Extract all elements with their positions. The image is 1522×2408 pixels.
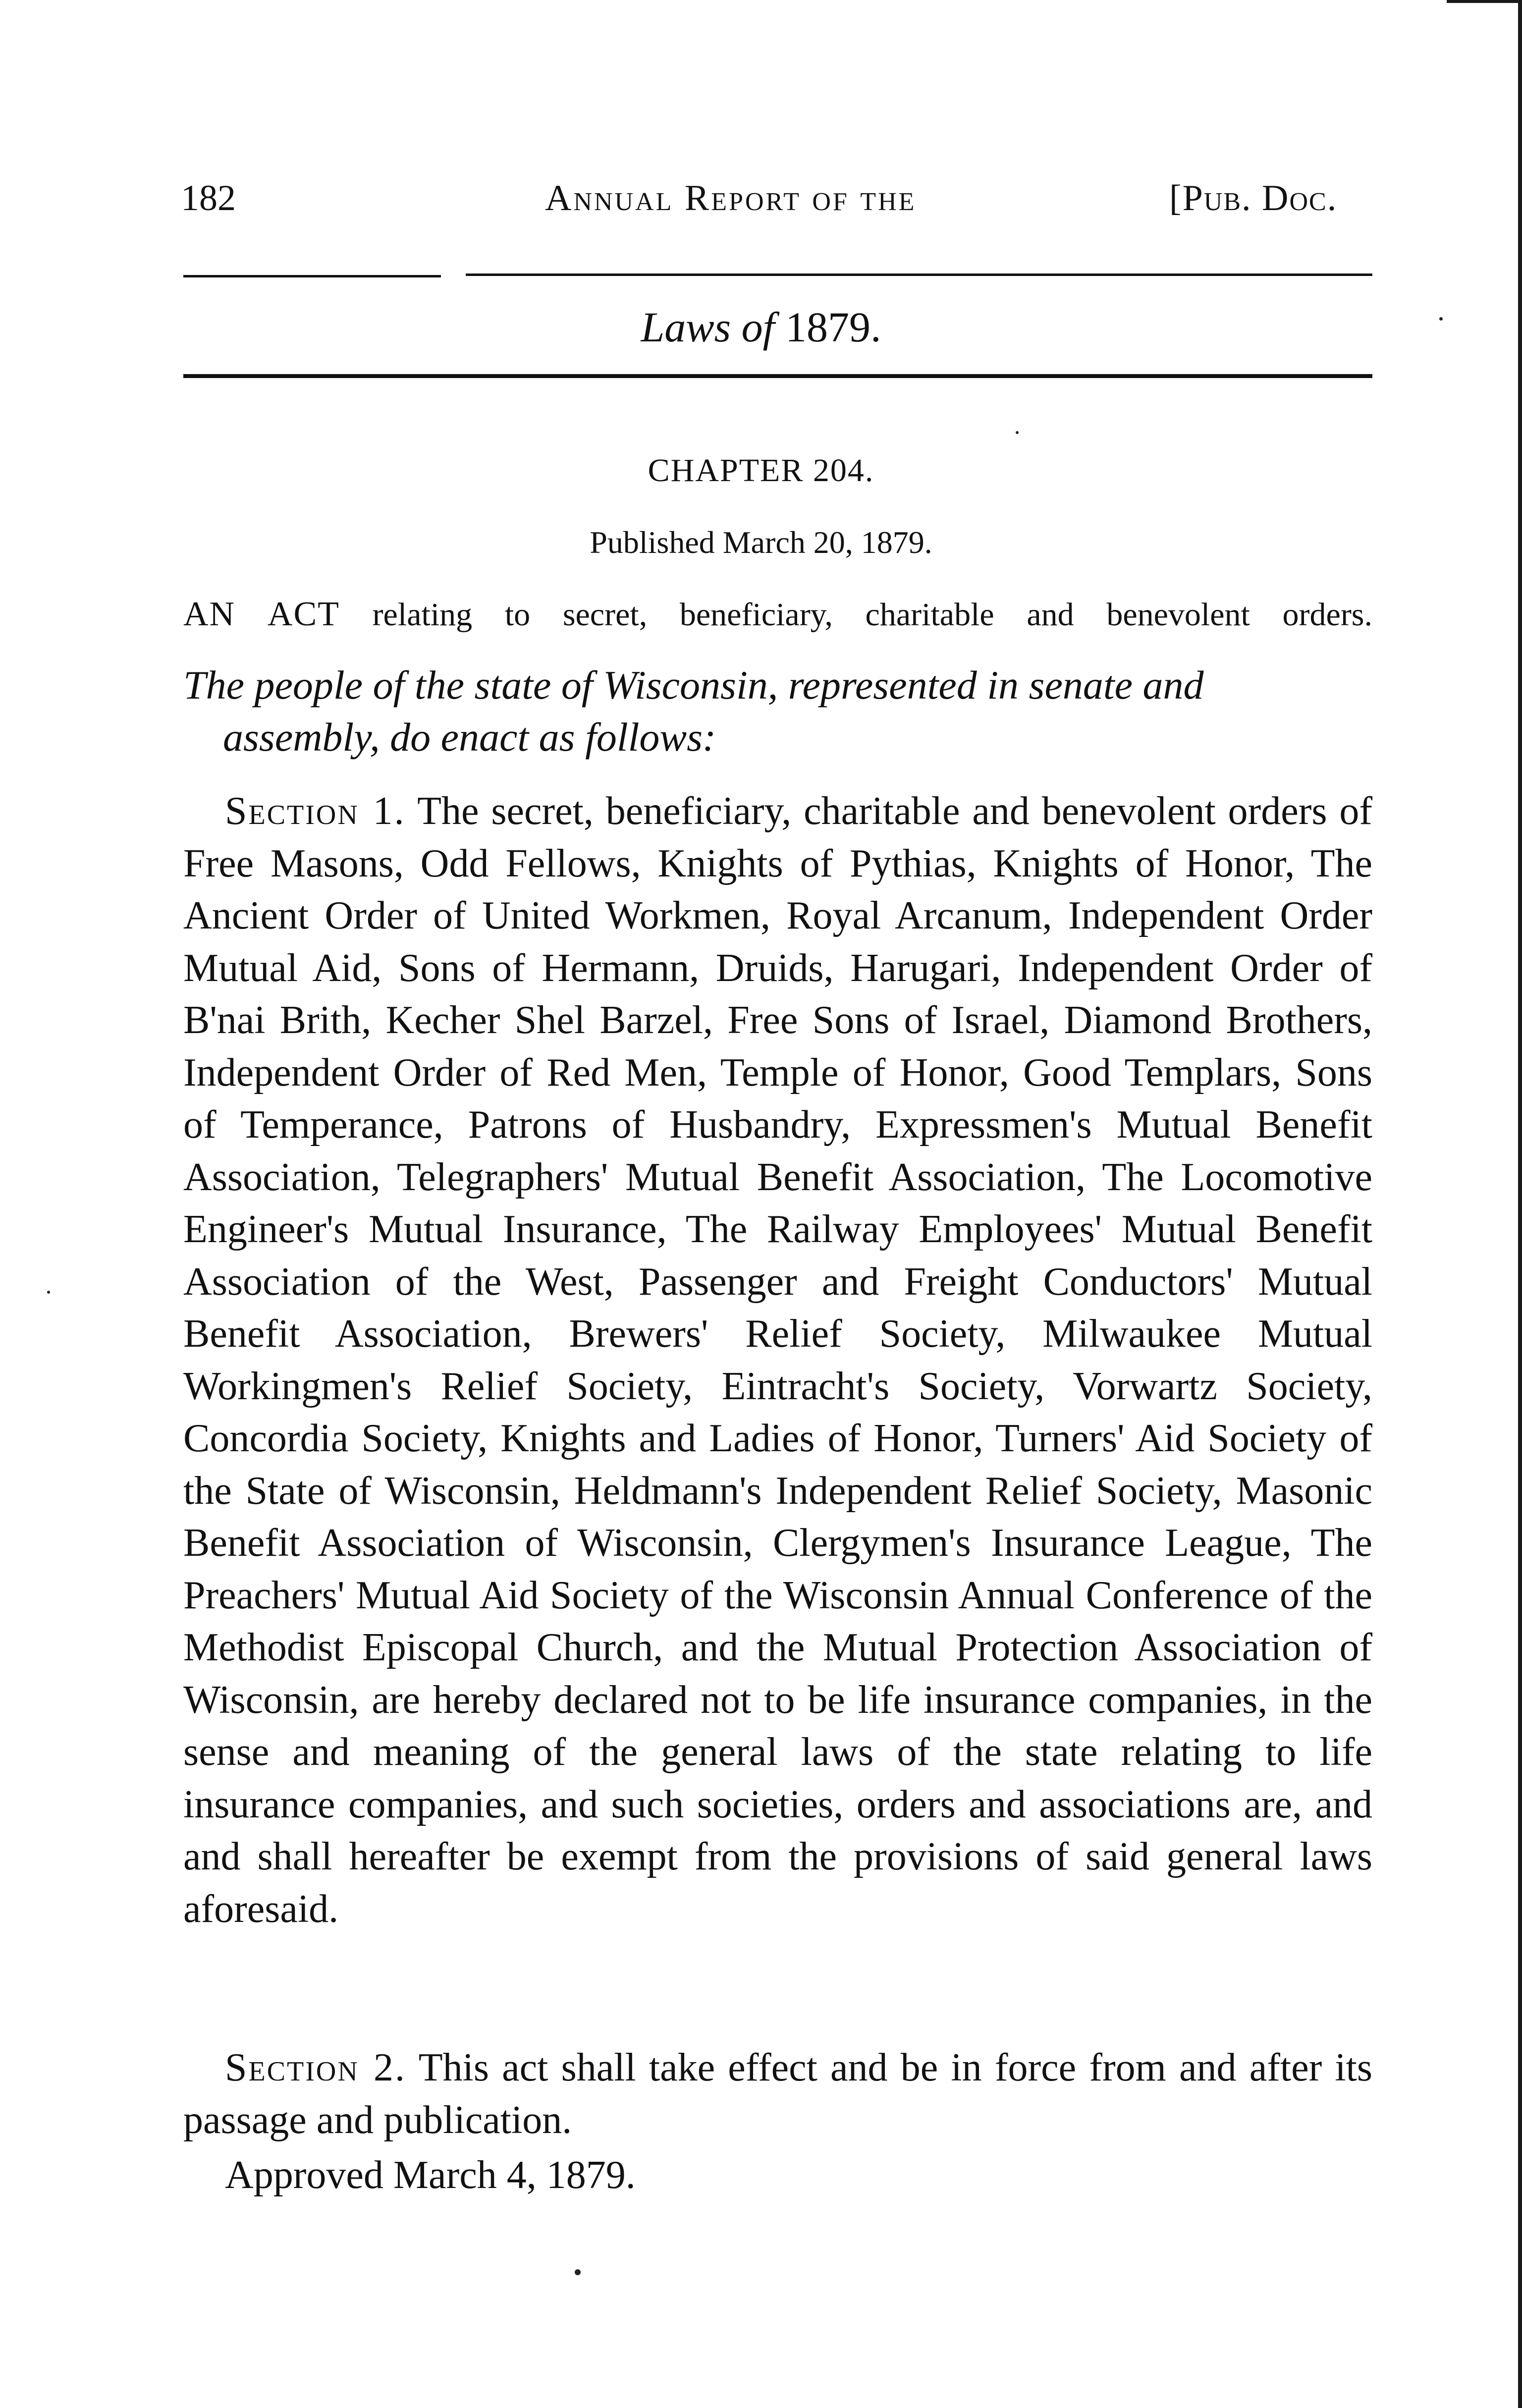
chapter-heading: CHAPTER 204. xyxy=(648,452,874,489)
section-2-label: Section 2. xyxy=(225,2046,406,2089)
section-1-paragraph xyxy=(183,785,1372,1935)
section-1-text: The secret, beneficiary, charitable and benevolent orders of Free Masons, Odd Fellows, Knights of Pythias, Knights of Honor, The Ancient Order of United Workmen, Royal Arcanum, Independent Order Mutual Aid, Sons of Hermann, Druids, Harugari, Independent Order of B'nai Brith, Kecher Shel Barzel, Free Sons of Israel, Diamond Brothers, Independent Order of Red Men, Temple of Honor, Good Templars, Sons of Temperance, Patrons of Husbandry, Expressmen's Mutual Benefit Association, Telegraphers' Mutual Benefit Association, The Locomotive Engineer's Mutual Insurance, The Railway Employees' Mutual Benefit Association of the West, Passenger and Freight Conductors' Mutual Benefit Association, Brewers' Relief Society, Milwaukee Mutual Workingmen's Relief Society, Eintracht's Society, Vorwartz Society, Concordia Society, Knights and Ladies of Honor, Turners' Aid Society of the State of Wisconsin, Heldmann's Independent Relief Society, Masonic Benefit Association of Wisconsin, Clergymen's Insurance League, The Preachers' Mutual Aid Society of the Wisconsin Annual Conference of the Methodist Episcopal Church, and the Mutual Protection Association of Wisconsin, are hereby declared not to be life insurance companies, in the sense and meaning of the general laws of the state relating to life insurance companies, and such societies, orders and associations are, and and shall hereafter be exempt from the provisions of said general laws aforesaid. xyxy=(183,789,1372,1931)
published-date: Published March 20, 1879. xyxy=(590,525,932,560)
laws-year: 1879. xyxy=(785,303,881,351)
page-edge-shadow xyxy=(1518,0,1522,2408)
ink-speck xyxy=(575,2269,581,2275)
laws-heading xyxy=(0,297,1522,357)
ink-speck xyxy=(47,1291,50,1294)
ink-speck xyxy=(1439,317,1443,321)
enacting-clause xyxy=(183,659,1372,763)
header-rule-left xyxy=(183,275,441,277)
section-1-label: Section 1. xyxy=(225,789,406,833)
laws-rule xyxy=(183,374,1372,378)
ink-speck xyxy=(1016,431,1019,434)
page-corner-shadow xyxy=(1447,0,1522,3)
enacting-clause-line-1: The people of the state of Wisconsin, represented in senate and xyxy=(183,662,1204,708)
section-2-paragraph xyxy=(183,2041,1372,2146)
document-type: [Pub. Doc. xyxy=(1169,178,1338,219)
approval-date: Approved March 4, 1879. xyxy=(225,2153,636,2197)
page-number: 182 xyxy=(181,178,236,219)
act-title xyxy=(183,587,1372,642)
page-header xyxy=(0,171,1522,225)
section-2-text: This act shall take effect and be in force from and after its passage and publication. xyxy=(183,2046,1372,2142)
enacting-clause-line-2: assembly, do enact as follows: xyxy=(223,714,716,760)
laws-label: Laws of xyxy=(641,303,775,351)
header-rule-right xyxy=(466,274,1372,276)
act-lead: AN ACT xyxy=(183,595,340,633)
act-title-text: relating to secret, beneficiary, charitable and benevolent orders. xyxy=(372,597,1372,633)
running-title: Annual Report of the xyxy=(545,178,917,219)
